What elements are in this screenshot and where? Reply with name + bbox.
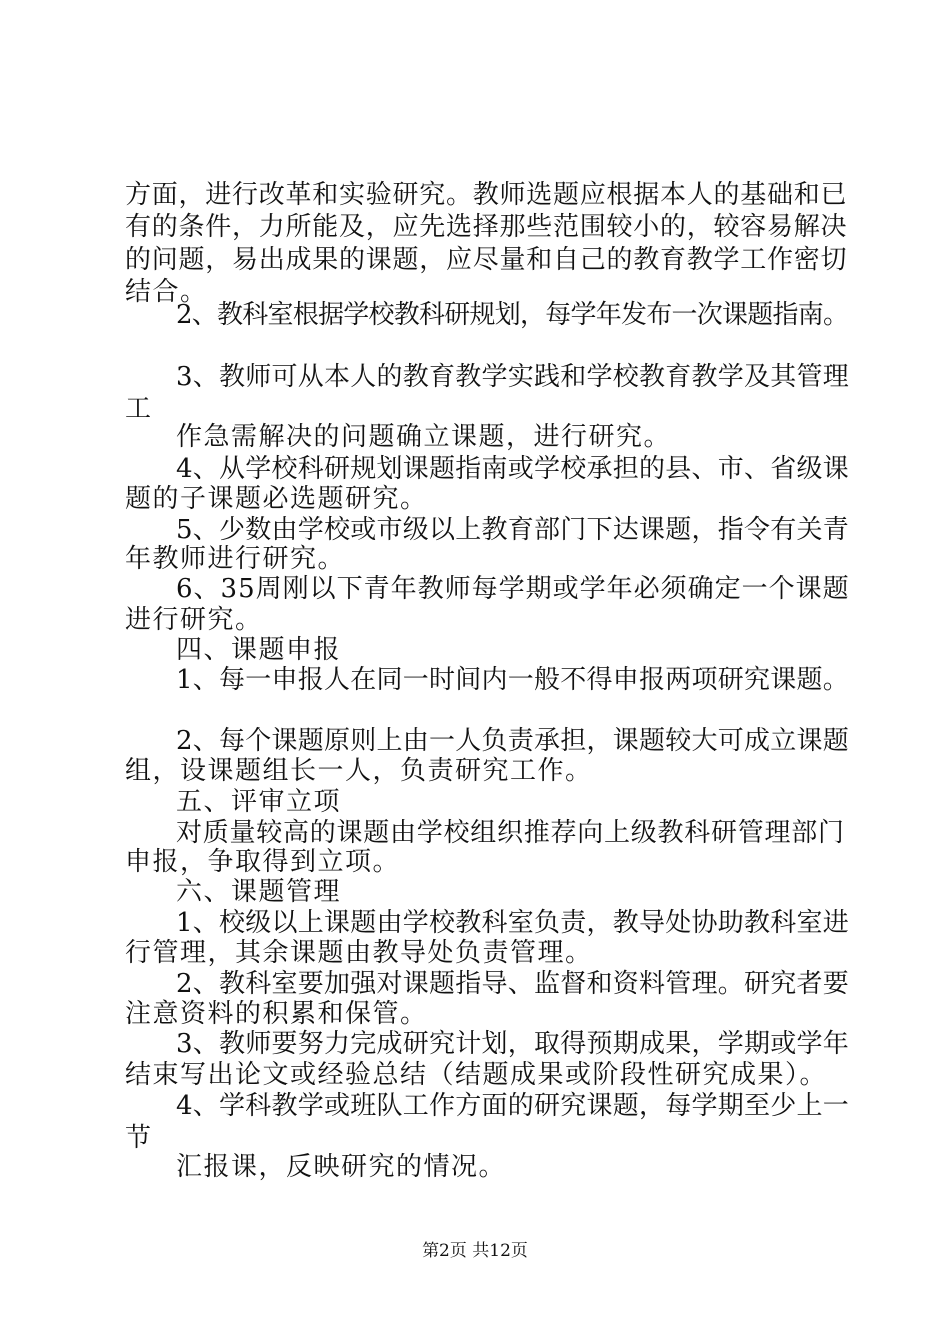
paragraph-line: 作急需解决的问题确立课题，进行研究。	[176, 422, 672, 452]
paragraph-line: 2、教科室要加强对课题指导、监督和资料管理。研究者要	[176, 969, 850, 999]
paragraph-line: 节	[125, 1123, 153, 1153]
paragraph-line: 题的子课题必选题研究。	[125, 484, 428, 514]
paragraph-line: 3、教师可从本人的教育教学实践和学校教育教学及其管理	[176, 362, 850, 392]
paragraph-line: 方面，进行改革和实验研究。教师选题应根据本人的基础和已	[125, 180, 848, 210]
paragraph-line: 有的条件，力所能及，应先选择那些范围较小的，较容易解决	[125, 212, 848, 242]
paragraph-line: 5、少数由学校或市级以上教育部门下达课题，指令有关青	[176, 515, 850, 545]
paragraph-line: 6、35周刚以下青年教师每学期或学年必须确定一个课题	[176, 574, 850, 604]
paragraph-line: 2、每个课题原则上由一人负责承担，课题较大可成立课题	[176, 726, 850, 756]
paragraph-line: 1、每一申报人在同一时间内一般不得申报两项研究课题。	[176, 665, 850, 695]
section-heading: 六、课题管理	[176, 877, 342, 907]
paragraph-line: 申报，争取得到立项。	[125, 847, 401, 877]
paragraph-line: 行管理，其余课题由教导处负责管理。	[125, 938, 593, 968]
paragraph-line: 的问题，易出成果的课题，应尽量和自己的教育教学工作密切	[125, 245, 848, 275]
paragraph-line: 组，设课题组长一人，负责研究工作。	[125, 756, 593, 786]
section-heading: 四、课题申报	[176, 635, 342, 665]
paragraph-line: 3、教师要努力完成研究计划，取得预期成果，学期或学年	[176, 1029, 850, 1059]
paragraph-line: 1、校级以上课题由学校教科室负责，教导处协助教科室进	[176, 908, 850, 938]
paragraph-line: 注意资料的积累和保管。	[125, 999, 428, 1029]
paragraph-line: 工	[125, 394, 153, 424]
paragraph-line: 汇报课，反映研究的情况。	[176, 1152, 507, 1182]
paragraph-line: 结合。	[125, 277, 208, 307]
paragraph-line: 对质量较高的课题由学校组织推荐向上级教科研管理部门	[176, 818, 845, 848]
paragraph-line: 2、教科室根据学校教科研规划，每学年发布一次课题指南。	[176, 300, 849, 330]
paragraph-line: 结束写出论文或经验总结（结题成果或阶段性研究成果）。	[125, 1060, 828, 1090]
paragraph-line: 4、学科教学或班队工作方面的研究课题，每学期至少上一	[176, 1091, 850, 1121]
page-number-footer: 第2页 共12页	[422, 1241, 528, 1261]
paragraph-line: 进行研究。	[125, 605, 263, 635]
paragraph-line: 4、从学校科研规划课题指南或学校承担的县、市、省级课	[176, 454, 850, 484]
section-heading: 五、评审立项	[176, 787, 342, 817]
paragraph-line: 年教师进行研究。	[125, 544, 346, 574]
